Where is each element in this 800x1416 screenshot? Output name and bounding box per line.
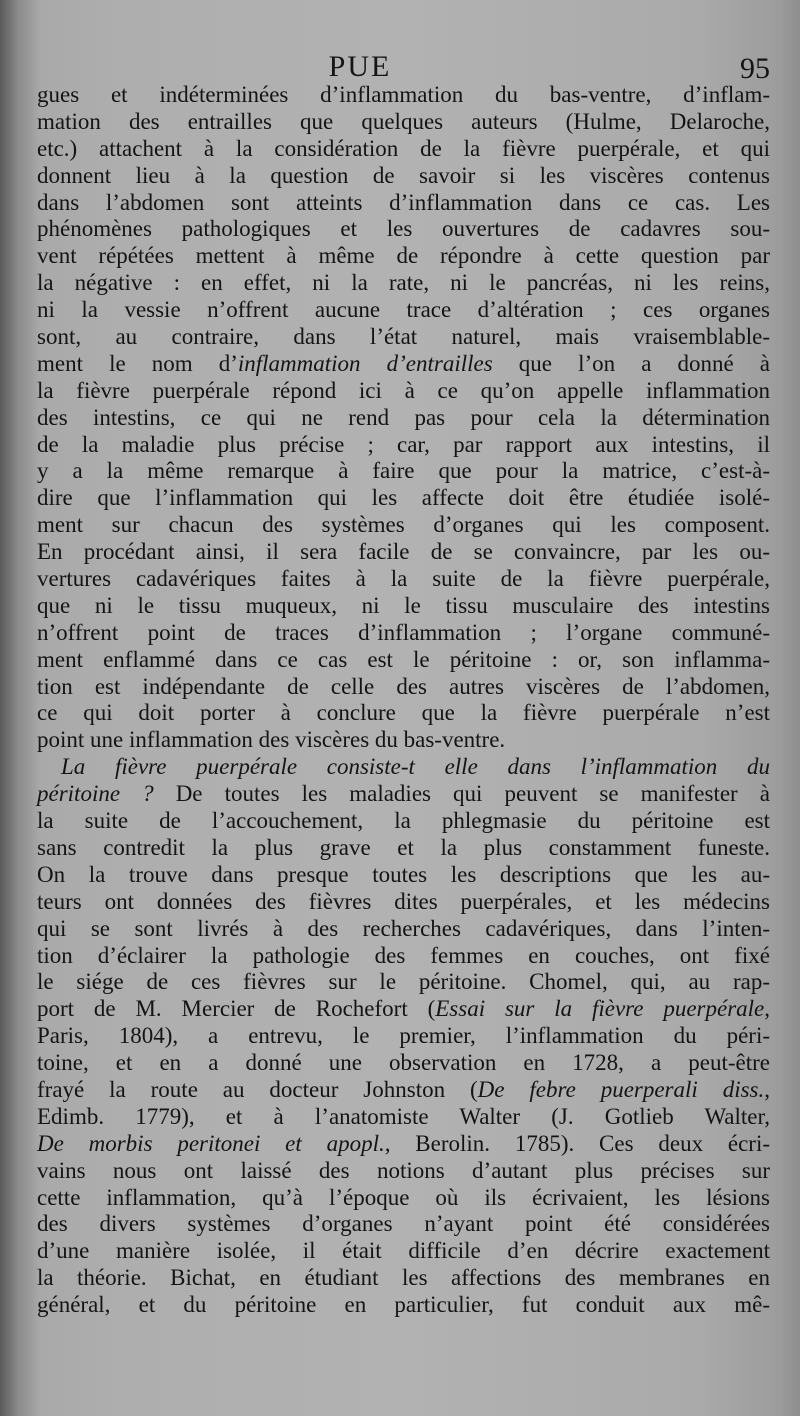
text-line: [37, 593, 770, 620]
text-line: [37, 969, 770, 996]
text-run: la fièvre puerpérale répond ici à ce qu’on appelle inflammation: [37, 377, 770, 403]
text-run: mation des entrailles que quelques auteurs (Hulme, Delaroche,: [37, 108, 770, 134]
text-run: sans contredit la plus grave et la plus constamment funeste.: [37, 834, 770, 860]
text-run: vertures cadavériques faites à la suite de la fièvre puerpérale,: [37, 566, 770, 592]
text-line: [37, 835, 770, 862]
text-line: [37, 109, 770, 136]
italic-text: péritoine ?: [37, 781, 154, 807]
text-line: [37, 996, 770, 1023]
text-run: d’une manière isolée, il était difficile d’en décrire exactement: [37, 1238, 770, 1264]
text-line: [37, 216, 770, 243]
text-line: [37, 808, 770, 835]
text-run: vains nous ont laissé des notions d’autant plus précises sur: [37, 1157, 770, 1183]
text-line: [37, 943, 770, 970]
text-run: vent répétées mettent à même de répondre à cette question par: [37, 243, 770, 269]
text-line: [37, 163, 770, 190]
text-run: ment le nom d’: [37, 350, 238, 376]
text-run: la négative : en effet, ni la rate, ni le pancréas, ni les reins,: [37, 270, 770, 296]
text-run: y a la même remarque à faire que pour la matrice, c’est-à-: [37, 458, 770, 484]
text-line: [37, 754, 770, 781]
text-run: On la trouve dans presque toutes les descriptions que les au-: [37, 861, 770, 887]
text-run: ni la vessie n’offrent aucune trace d’altération ; ces organes: [37, 297, 770, 323]
text-line: [37, 297, 770, 324]
text-run: n’offrent point de traces d’inflammation ; l’organe communé-: [37, 619, 770, 645]
text-run: dire que l’inflammation qui les affecte doit être étudiée isolé-: [37, 485, 770, 511]
text-line: [37, 351, 770, 378]
text-run: des divers systèmes d’organes n’ayant point été considérées: [37, 1211, 770, 1237]
text-line: [37, 1158, 770, 1185]
text-run: la suite de l’accouchement, la phlegmasie du péritoine est: [37, 808, 770, 834]
text-line: [37, 405, 770, 432]
text-line: [37, 378, 770, 405]
text-line: [37, 727, 770, 754]
text-run: phénomènes pathologiques et les ouvertures de cadavres sou-: [37, 216, 770, 242]
text-run: port de M. Mercier de Rochefort (: [37, 996, 436, 1022]
text-line: [37, 485, 770, 512]
text-run: , Berolin. 1785). Ces deux écri-: [384, 1130, 771, 1156]
text-run: gues et indéterminées d’inflammation du bas-ventre, d’inflam-: [37, 82, 770, 107]
text-run: Edimb. 1779), et à l’anatomiste Walter (J. Gotlieb Walter,: [37, 1103, 770, 1129]
text-line: [37, 647, 770, 674]
text-run: de la maladie plus précise ; car, par rapport aux intestins, il: [37, 431, 770, 457]
text-run: cette inflammation, qu’à l’époque où ils écrivaient, les lésions: [37, 1184, 770, 1210]
italic-text: De morbis peritonei et apopl.: [37, 1130, 385, 1156]
text-run: Paris, 1804), a entrevu, le premier, l’inflammation du péri-: [37, 1023, 770, 1049]
text-run: que ni le tissu muqueux, ni le tissu musculaire des intestins: [37, 592, 770, 618]
text-line: [37, 539, 770, 566]
text-line: [37, 916, 770, 943]
italic-text: La fièvre puerpérale consiste-t elle dans l’inflammation du: [61, 754, 770, 780]
text-run: ,: [764, 996, 770, 1022]
text-line: [37, 566, 770, 593]
text-run: des intestins, ce qui ne rend pas pour cela la détermination: [37, 404, 770, 430]
text-line: [37, 781, 770, 808]
text-run: donnent lieu à la question de savoir si les viscères contenus: [37, 162, 770, 188]
text-line: [37, 1265, 770, 1292]
text-line: [37, 1050, 770, 1077]
text-run: ment sur chacun des systèmes d’organes qui les composent.: [37, 512, 770, 538]
page-number: 95: [740, 52, 770, 85]
text-run: général, et du péritoine en particulier, fut conduit aux mê-: [37, 1292, 770, 1318]
text-line: [37, 243, 770, 270]
text-line: [37, 1131, 770, 1158]
text-line: [37, 1023, 770, 1050]
text-line: [37, 862, 770, 889]
text-line: [37, 1238, 770, 1265]
text-run: teurs ont données des fièvres dites puerpérales, et les médecins: [37, 888, 770, 914]
text-run: dans l’abdomen sont atteints d’inflammation dans ce cas. Les: [37, 189, 770, 215]
text-line: [37, 82, 770, 109]
text-run: tion d’éclairer la pathologie des femmes en couches, ont fixé: [37, 942, 770, 968]
italic-text: inflammation d’entrailles: [237, 350, 493, 376]
text-run: De toutes les maladies qui peuvent se manifester à: [153, 781, 770, 807]
text-line: [37, 432, 770, 459]
text-line: [37, 1104, 770, 1131]
text-run: En procédant ainsi, il sera facile de se convaincre, par les ou-: [37, 539, 770, 565]
text-run: ,: [764, 1076, 770, 1102]
text-run: etc.) attachent à la considération de la fièvre puerpérale, et qui: [37, 135, 770, 161]
text-line: [37, 270, 770, 297]
running-title: PUE: [328, 50, 392, 83]
text-run: frayé la route au docteur Johnston (: [37, 1076, 478, 1102]
text-line: [37, 1211, 770, 1238]
italic-text: Essai sur la fièvre puerpérale: [435, 996, 765, 1022]
text-line: [37, 1292, 770, 1319]
text-run: le siége de ces fièvres sur le péritoine. Chomel, qui, au rap-: [37, 969, 770, 995]
text-run: la théorie. Bichat, en étudiant les affections des membranes en: [37, 1265, 770, 1291]
text-line: [37, 190, 770, 217]
text-line: [37, 1077, 770, 1104]
text-run: ce qui doit porter à conclure que la fièvre puerpérale n’est: [37, 700, 770, 726]
text-line: [37, 458, 770, 485]
text-line: [37, 324, 770, 351]
text-line: [37, 1185, 770, 1212]
text-run: ment enflammé dans ce cas est le péritoine : or, son inflamma-: [37, 646, 770, 672]
text-run: qui se sont livrés à des recherches cadavériques, dans l’inten-: [37, 915, 770, 941]
text-line: [37, 889, 770, 916]
text-line: [37, 512, 770, 539]
text-run: point une inflammation des viscères du bas-ventre.: [37, 727, 506, 753]
text-run: toine, et en a donné une observation en 1728, a peut-être: [37, 1050, 770, 1076]
text-line: [37, 674, 770, 701]
body-text: [37, 82, 770, 1319]
text-line: [37, 620, 770, 647]
text-line: [37, 700, 770, 727]
italic-text: De febre puerperali diss.: [477, 1076, 765, 1102]
text-run: sont, au contraire, dans l’état naturel, mais vraisemblable-: [37, 324, 770, 350]
text-line: [37, 136, 770, 163]
text-run: tion est indépendante de celle des autres viscères de l’abdomen,: [37, 673, 770, 699]
text-run: que l’on a donné à: [492, 350, 770, 376]
